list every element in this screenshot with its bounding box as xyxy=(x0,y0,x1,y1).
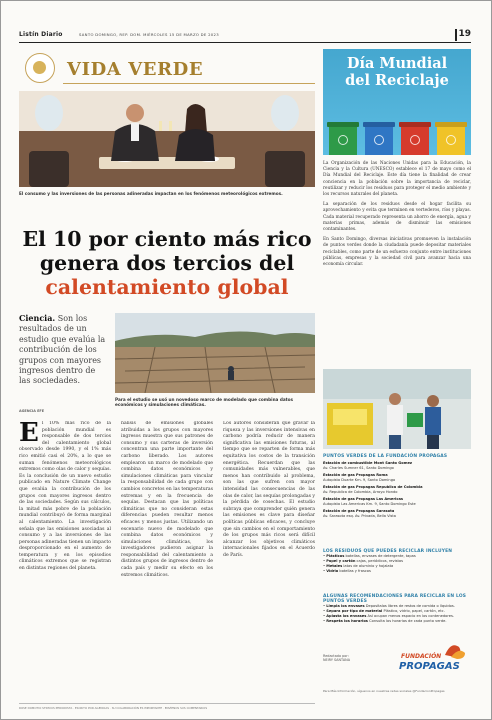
recyclable-waste-box xyxy=(323,549,471,574)
headline xyxy=(19,227,315,299)
hero-photo xyxy=(19,91,315,187)
blue-bin-icon xyxy=(365,125,393,155)
drought-caption: Para el estudio se usó un novedoso marco de modelado que combina datos económicos y simulaciones climáticas. xyxy=(115,397,294,408)
lede-kicker: Ciencia. xyxy=(19,313,56,323)
headline-line-3: calentamiento global xyxy=(45,275,289,299)
section-header xyxy=(19,49,315,89)
poster-title xyxy=(327,55,467,89)
page-header xyxy=(19,29,471,43)
recycling-paragraph-1: La Organización de las Naciones Unidas para la Educación, la Ciencia y la Cultura (UNESCO) establece el 17 de mayo como el Día Mundial del Reciclaje. Este día tiene la finalidad de crear conciencia en la población sobre la importancia de reciclar, reutilizar y reducir los residuos para proteger el medio ambiente y los recursos naturales del planeta. xyxy=(323,161,471,198)
body-column-2 xyxy=(121,421,213,697)
waste-item: • Vidrio botellas y frascos xyxy=(323,569,371,573)
yellow-bin-icon xyxy=(437,125,465,155)
headline-line-1: El 10 por ciento más rico xyxy=(22,227,312,251)
byline: AGENCIA EFE xyxy=(19,409,45,413)
contact-note: Para Más Información, síguenos en nuestras redes sociales @FundacionPropagas xyxy=(323,689,445,693)
page-number: 19 xyxy=(458,29,471,39)
author-label: Redactado por: xyxy=(323,654,349,658)
recyclable-waste-heading: LOS RESIDUOS QUE PUEDES RECICLAR INCLUYEN xyxy=(323,549,453,554)
recommendation-item: • Respeta los horarios Consulta los horarios de cada punto verde. xyxy=(323,619,447,623)
drought-photo xyxy=(115,313,315,393)
green-bin-icon xyxy=(329,125,357,155)
hero-caption: El consumo y las inversiones de las personas adineradas impactan en los fenómenos meteorológicos extremos. xyxy=(19,191,283,196)
green-points-box xyxy=(323,454,471,519)
waste-item: • Metales latas de aluminio y hojalata xyxy=(323,564,394,568)
recycling-paragraph-2: La separación de los residuos desde el hogar facilita su aprovechamiento y evita que terminen en vertederos, ríos y playas. Cada material recuperado representa un ahorro de energía, agua y materias primas, además de disminuir las emisiones contaminantes. xyxy=(323,202,471,233)
recommendations-box xyxy=(323,594,471,624)
recycling-photo xyxy=(323,369,471,449)
dateline: SANTO DOMINGO, REP. DOM. MIÉRCOLES 15 DE MARZO DE 2023 xyxy=(79,32,219,37)
recommendation-item: • Aplasta los envases Así ocupan menos espacio en los contenedores. xyxy=(323,614,454,618)
waste-item: • Papel y cartón cajas, periódicos, revistas xyxy=(323,559,403,563)
recommendation-item: • Separa por tipo de material Plástico, vidrio, papel, cartón, etc. xyxy=(323,609,445,613)
main-article xyxy=(19,49,315,709)
lede xyxy=(19,313,107,387)
poster-title-line-1: Día Mundial xyxy=(346,55,448,72)
green-point-item: Estación de gas Propagas Sarasota Av. Sarasota esq. Av. Privada, Bella Vista xyxy=(323,509,396,518)
logo-foundation-word: FUNDACIÓN xyxy=(401,653,442,660)
drop-cap: E xyxy=(19,421,39,448)
body-text-2: nálisis de emisiones globales atribuidas a los grupos con mayores ingresos muestra que sus patrones de consumo y sus carteras de inversión concentran una parte importante del carbono liberado. Los autores emplearon un marco de modelado que combina datos económicos y simulaciones climáticas para vincular la responsabilidad de cada grupo con cambios concretos en las temperaturas extremas y en la frecuencia de sequías. Destacan que las políticas climáticas que no consideran estas diferencias pueden resultar menos eficaces y menos justas. Utilizando un escenario nuevo de modelado que combina datos económicos y simulaciones climáticas, los investigadores pudieron asignar la responsabilidad del calentamiento a distintos grupos de ingresos dentro de cada país y medir su efecto en los extremos climáticos. xyxy=(121,421,213,578)
headline-line-2: genera dos tercios del xyxy=(39,251,295,275)
body-text-3: Los autores consideran que gravar la riqueza y las inversiones intensivas en carbono podría reducir de manera significativa las emisiones futuras, al tiempo que se reparten de forma más equitativa los costos de la transición energética. Recuerdan que las comunidades más vulnerables, que menos han contribuido al problema, son las que sufren con mayor intensidad las consecuencias de las olas de calor, las sequías prolongadas y la pérdida de cosechas. El estudio subraya que comprender quién genera las emisiones es clave para diseñar políticas públicas eficaces, y concluye que sin cambios en el comportamiento de los grupos más ricos será difícil alcanzar los objetivos climáticos internacionales fijados en el Acuerdo de París. xyxy=(223,421,315,558)
recycling-bins xyxy=(327,121,467,155)
green-points-heading: PUNTOS VERDES DE LA FUNDACIÓN PROPAGAS xyxy=(323,454,448,459)
poster-title-line-2: del Reciclaje xyxy=(345,72,449,89)
author-name: NEIRY SANTANA xyxy=(323,658,351,662)
body-text-1: l 10% más rico de la población mundial es responsable de dos tercios del calentamiento global observado desde 1990, y el 1% más rico emitió casi el 20%, a lo que se suman fenómenos meteorológicos extremos como olas de calor y sequías. Es la conclusión de un nuevo estudio publicado en Nature Climate Change que evalúa la contribución de los grupos con mayores ingresos dentro de las sociedades. Según sus cálculos, la mitad más pobre de la población mundial contribuyó de forma marginal al calentamiento. La investigación señala que las emisiones asociadas al consumo y a las inversiones de las personas adineradas tienen un impacto desproporcionado en el aumento de temperatura y en los episodios climáticos extremos que se registran en distintas regiones del planeta. xyxy=(19,421,111,572)
green-point-item: Estación de gas Propagas Las Americas Autopista Las Americas Km. 9, Santo Domingo Este xyxy=(323,497,416,506)
recycling-day-poster xyxy=(323,49,471,155)
section-title: VIDA VERDE xyxy=(67,59,204,80)
recommendations-heading: ALGUNAS RECOMENDACIONES PARA RECICLAR EN LOS PUNTOS VERDES xyxy=(323,594,467,604)
waste-item: • Plásticos botellas, envases de detergente, tapas xyxy=(323,554,416,558)
recycling-article xyxy=(323,161,471,272)
green-point-item: Estación de combustible Mont Santo Gomez Av. Charles Sumner 61, Santo Domingo xyxy=(323,461,412,470)
recycling-paragraph-3: En Santo Domingo, diversas iniciativas promueven la instalación de puntos verdes donde la ciudadanía puede depositar materiales reciclables, como parte de un esfuerzo conjunto entre instituciones públicas, empresas y la sociedad civil para avanzar hacia una economía circular. xyxy=(323,237,471,268)
logo-brand-word: PROPAGAS xyxy=(399,661,460,672)
section-leaf-icon xyxy=(25,53,55,83)
recommendation-item: • Limpia los envases Deposítalos libres de restos de comida o líquidos. xyxy=(323,604,455,608)
lede-text: Son los resultados de un estudio que evalúa la contribución de los grupos con mayores ingresos dentro de las sociedades. xyxy=(19,314,106,386)
propagas-logo xyxy=(395,641,469,677)
sidebar-recycling xyxy=(323,49,471,709)
article-body xyxy=(19,421,315,697)
body-column-3 xyxy=(223,421,315,697)
section-rule xyxy=(63,83,315,84)
newspaper-brand: Listín Diario xyxy=(19,31,63,38)
red-bin-icon xyxy=(401,125,429,155)
author-credit xyxy=(323,654,383,662)
green-point-item: Estación de gas Propagas Roma Autopista Duarte Km. 9, Santo Domingo xyxy=(323,473,396,482)
page-footer: ROSE DOMOTIO STIMUUS PERIODISTA · ESCRITO POR AGENCIAS · SU COLABORACIÓN ES IMPORTANTE · ENVÍENOS SUS COMENTARIOS xyxy=(19,703,315,710)
green-point-item: Estación de gas Propagas Republica de Colombia Av. Republica de Colombia, Arroyo Hondo xyxy=(323,485,423,494)
body-column-1 xyxy=(19,421,111,697)
page-number-divider xyxy=(455,29,457,41)
